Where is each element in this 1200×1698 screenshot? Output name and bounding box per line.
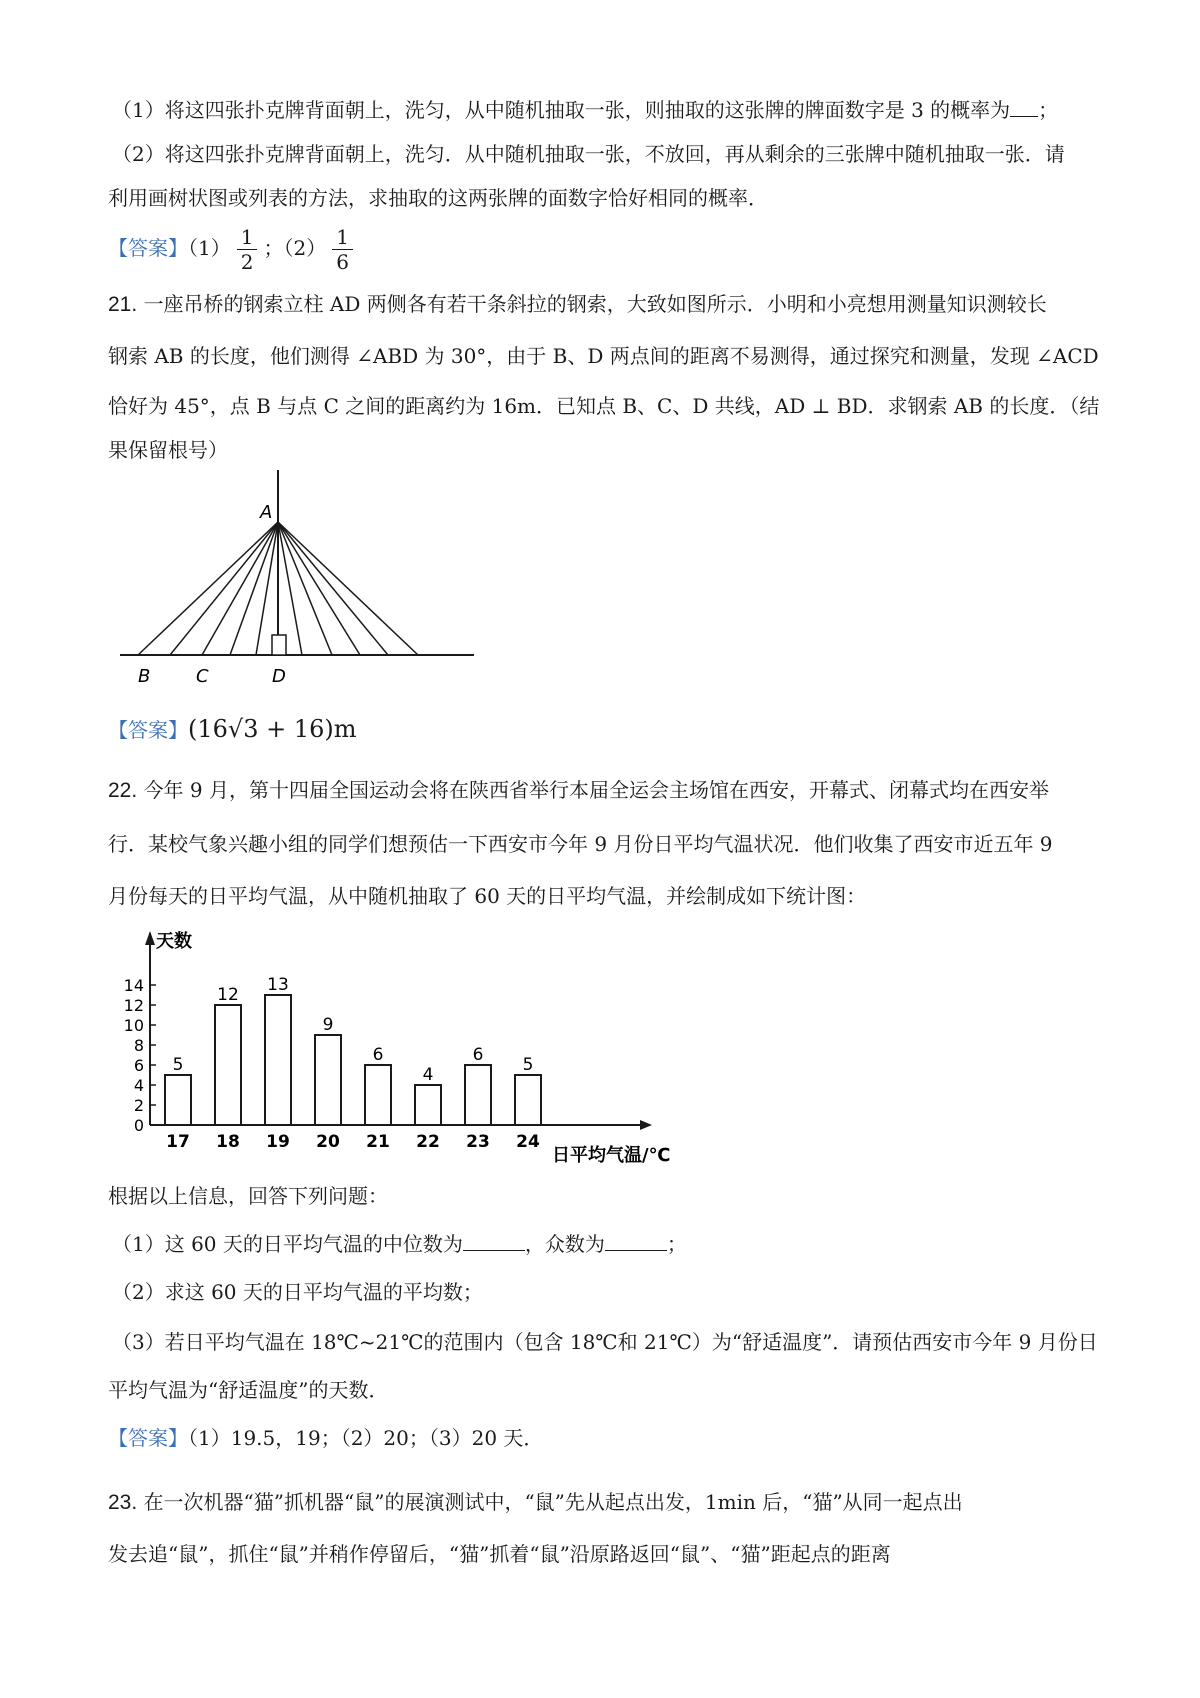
fraction-numerator: 1 [237,225,258,250]
x-tick-label: 18 [216,1132,240,1152]
y-tick-label: 14 [123,976,144,995]
point-label-a: A [260,502,273,523]
y-tick-label: 0 [133,1116,144,1135]
x-tick-label: 23 [466,1132,490,1152]
cable [230,522,278,655]
answer-tag: 【答案】 [108,1426,188,1450]
q22-sub3-line2: 平均气温为“舒适温度”的天数． [108,1378,389,1402]
q20-part1-text: （1）将这四张扑克牌背面朝上，洗匀，从中随机抽取一张，则抽取的这张牌的牌面数字是 3 的概率为 [112,98,1011,122]
q22-sub2: （2）求这 60 天的日平均气温的平均数； [112,1280,483,1304]
q22-answer-text: （1）19.5，19；（2）20；（3）20 天． [188,1426,544,1450]
q22-line3: 月份每天的日平均气温，从中随机抽取了 60 天的日平均气温，并绘制成如下统计图： [108,884,867,908]
q22-line1 [108,776,1049,805]
y-tick-label: 10 [123,1016,144,1035]
point-label-c: C [196,666,209,687]
bar [265,995,291,1125]
q20-part2-line1: （2）将这四张扑克牌背面朝上，洗匀．从中随机抽取一张，不放回，再从剩余的三张牌中随机抽取一张．请 [112,142,1065,166]
q20-part1-blank [1010,96,1038,117]
x-tick-label: 19 [266,1132,290,1152]
x-tick-label: 22 [416,1132,440,1152]
bar-value-label: 6 [372,1045,384,1065]
q21-line4: 果保留根号） [108,438,228,462]
q21-line1 [108,290,1047,319]
x-axis-title: 日平均气温/℃ [552,1145,671,1166]
q22-line2: 行．某校气象兴趣小组的同学们想预估一下西安市今年 9 月份日平均气温状况．他们收集了西安市近五年 9 [108,832,1053,856]
x-axis-arrow [640,1120,652,1130]
q20-part2-line2: 利用画树状图或列表的方法，求抽取的这两张牌的面数字恰好相同的概率． [108,186,768,210]
bar-value-label: 5 [522,1055,534,1075]
y-tick-label: 2 [133,1096,144,1115]
q22-mode-blank [605,1230,667,1251]
x-tick-label: 20 [316,1132,340,1152]
q22-median-blank [463,1230,525,1251]
cable [170,522,278,655]
bar [465,1065,491,1125]
tower-base [272,635,286,655]
q22-sub3-line1: （3）若日平均气温在 18℃~21℃的范围内（包含 18℃和 21℃）为“舒适温度”．请预估西安市今年 9 月份日 [112,1330,1098,1354]
bar [365,1065,391,1125]
bar [515,1075,541,1125]
bar-value-label: 13 [267,975,289,995]
y-axis-title: 天数 [156,931,192,952]
x-tick-label: 17 [166,1132,190,1152]
q22-sub1 [112,1230,687,1258]
point-label-d: D [272,666,286,687]
bar [415,1085,441,1125]
y-axis-arrow [145,931,155,945]
q21-line3: 恰好为 45°，点 B 与点 C 之间的距离约为 16m．已知点 B、C、D 共线，AD ⊥ BD．求钢索 AB 的长度．（结 [108,394,1100,418]
bar [215,1005,241,1125]
bar-value-label: 9 [322,1015,334,1035]
q21-answer [108,712,357,746]
bar [315,1035,341,1125]
x-tick-label: 24 [516,1132,540,1152]
q22-answer [108,1424,543,1452]
q22-sub1-text-a: （1）这 60 天的日平均气温的中位数为 [112,1232,463,1256]
q23-line2: 发去追“鼠”，抓住“鼠”并稍作停留后，“猫”抓着“鼠”沿原路返回“鼠”、“猫”距起点的距离 [108,1542,891,1566]
bar-value-label: 4 [422,1065,434,1085]
y-tick-label: 12 [123,996,144,1015]
q20-answer [108,222,359,274]
q20-answer-fraction-2 [332,225,353,274]
bar-value-label: 6 [472,1045,484,1065]
q22-sub1-text-c: ； [666,1232,687,1256]
bar-value-label: 5 [172,1055,184,1075]
q23-line1 [108,1488,963,1517]
fraction-denominator: 2 [240,250,254,274]
question-number: 22. [108,779,138,802]
cable-ab [138,522,278,655]
q21-answer-expression: (16√3 + 16)m [188,715,357,743]
q21-line1-text: 一座吊桥的钢索立柱 AD 两侧各有若干条斜拉的钢索，大致如图所示．小明和小亮想用测量知识测较长 [143,292,1047,316]
answer-tag: 【答案】 [108,718,188,742]
y-tick-label: 6 [133,1056,144,1075]
fraction-denominator: 6 [336,250,349,274]
q22-line1-text: 今年 9 月，第十四届全国运动会将在陕西省举行本届全运会主场馆在西安，开幕式、闭幕式均在西安举 [143,778,1050,802]
bar [165,1075,191,1125]
q20-answer-fraction-1 [237,225,258,274]
y-tick-label: 4 [133,1076,144,1095]
question-number: 21. [108,293,138,316]
q20-part1-end: ； [1038,98,1059,122]
q23-line1-text: 在一次机器“猫”抓机器“鼠”的展演测试中，“鼠”先从起点出发，1min 后，“猫”从同一起点出 [143,1490,963,1514]
q21-line2: 钢索 AB 的长度，他们测得 ∠ABD 为 30°，由于 B、D 两点间的距离不易测得，通过探究和测量，发现 ∠ACD [108,344,1099,368]
cable [278,522,388,655]
q20-part1 [112,96,1058,124]
q20-answer-separator: ；（2） [263,236,327,260]
x-tick-label: 21 [366,1132,390,1152]
bridge-diagram [120,470,480,700]
y-tick-label: 8 [133,1036,144,1055]
answer-tag: 【答案】 [108,236,188,260]
temperature-bar-chart [120,925,770,1170]
fraction-numerator: 1 [332,225,353,250]
q20-answer-part1: （1） [188,236,231,260]
q22-sub1-text-b: ，众数为 [524,1232,605,1256]
point-label-b: B [138,666,151,687]
q22-after-chart: 根据以上信息，回答下列问题： [108,1184,388,1208]
bar-value-label: 12 [217,985,239,1005]
question-number: 23. [108,1491,138,1514]
